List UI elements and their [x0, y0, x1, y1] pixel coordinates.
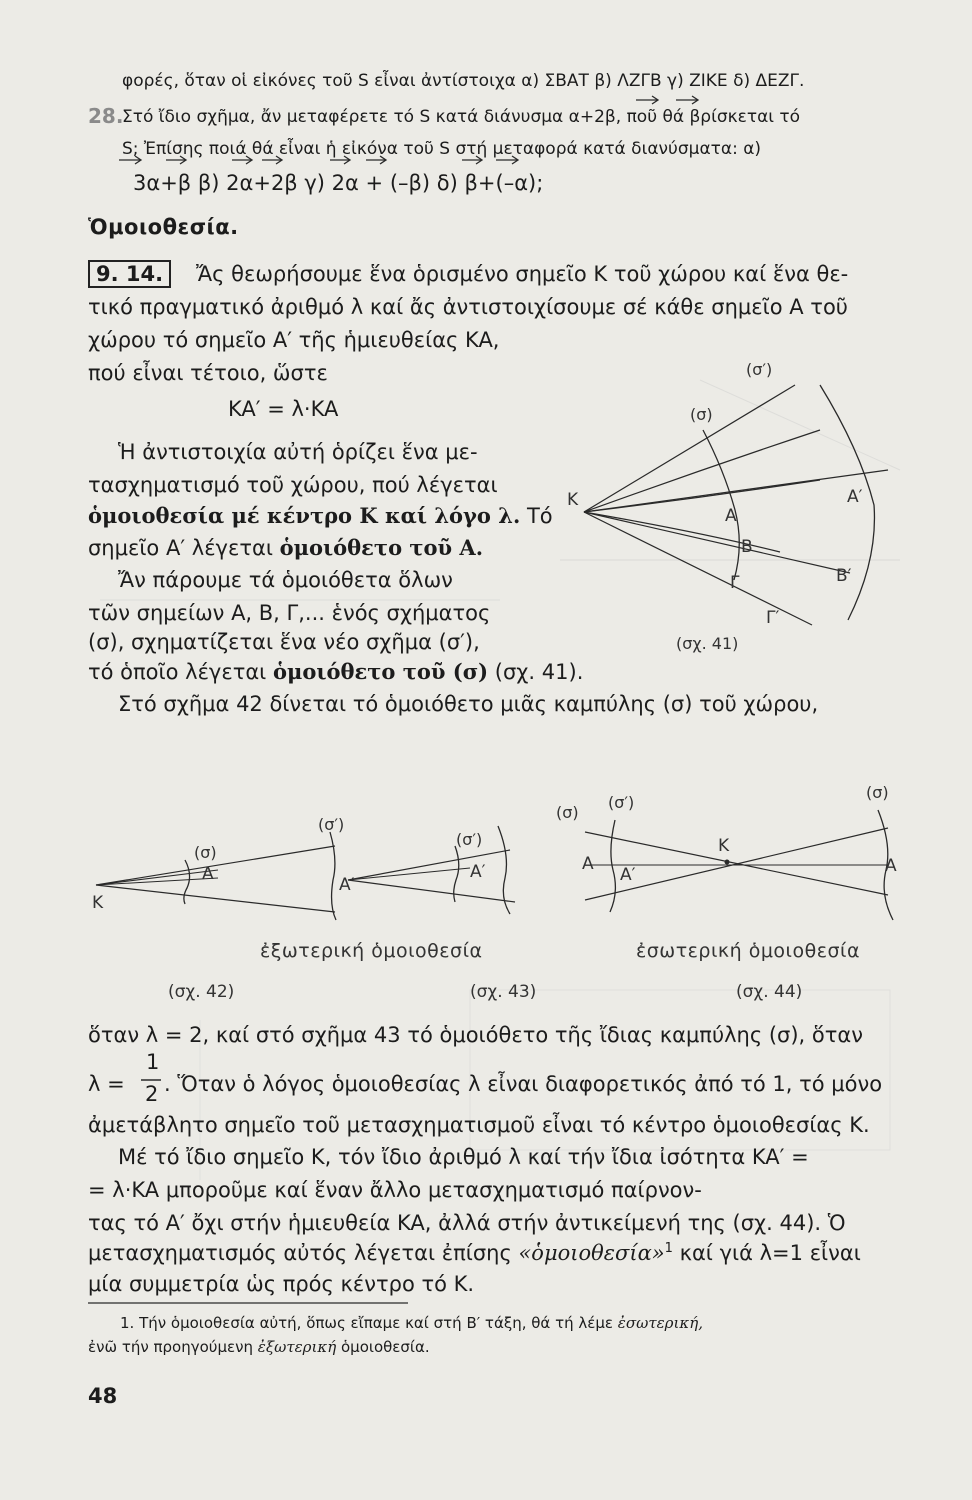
footnote-line-2-end: ὁμοιοθεσία. [336, 1338, 430, 1356]
fig44-a2: A′ [620, 865, 636, 885]
fig41-b: B [741, 537, 753, 557]
term-homothety-quoted: «ὁμοιοθεσία» [518, 1241, 665, 1265]
after-line-4: Μέ τό ἴδιο σημεῖο K, τόν ἴδιο ἀριθμό λ καί τήν ἴδια ἰσότητα KA′ = [118, 1145, 809, 1169]
footnote-line-1: 1. Τήν ὁμοιοθεσία αὐτή, ὅπως εἴπαμε καί στή B′ τάξη, θά τή λέμε [120, 1314, 618, 1332]
sec-line-11: (σ), σχηματίζεται ἕνα νέο σχῆμα (σ′), [88, 630, 480, 654]
sec-line-6: τασχηματισμό τοῦ χώρου, πού λέγεται [88, 473, 498, 497]
frac-denominator: 2 [145, 1082, 159, 1106]
term-homothetic-point: ὁμοιόθετο τοῦ A. [279, 535, 484, 560]
sec-line-12: τό ὁποῖο λέγεται [88, 660, 273, 684]
term-homothetic-figure: ὁμοιόθετο τοῦ (σ) [272, 659, 489, 684]
sec-line-5: Ἡ ἀντιστοιχία αὐτή ὁρίζει ἕνα με- [118, 440, 478, 464]
frac-lambda: λ = [88, 1072, 125, 1096]
fig44-sigma: (σ) [866, 783, 889, 802]
fig41-sigma2: (σ′) [746, 360, 773, 379]
fig44-a: A [885, 856, 897, 876]
sec-line-4: πού εἶναι τέτοιο, ὥστε [88, 361, 328, 385]
fig42-k: K [92, 893, 104, 913]
fig44-caption: (σχ. 44) [736, 982, 803, 1002]
sec-line-10: τῶν σημείων A, B, Γ,... ἑνός σχήματος [88, 601, 491, 625]
fig42-sigma2: (σ′) [318, 815, 345, 834]
fig41-b2: B′ [836, 566, 852, 586]
ex28-line-1: Στό ἴδιο σχῆμα, ἄν μεταφέρετε τό S κατά διάνυσμα α+2β, ποῦ θά βρίσκεται τό [122, 107, 801, 127]
footnote-term-internal: ἐσωτερική, [617, 1314, 703, 1332]
ex27-end: φορές, ὅταν οἱ εἰκόνες τοῦ S εἶναι ἀντίστοιχα α) ΣΒΑΤ β) ΛΖΓΒ γ) ΖΙΚΕ δ) ΔΕΖΓ. [122, 71, 805, 91]
definition-bold: ὁμοιοθεσία μέ κέντρο K καί λόγο λ. [88, 503, 521, 528]
fig43-sigma: (σ) [556, 803, 579, 822]
fig43-a: A [582, 854, 594, 874]
fig42-caption: (σχ. 42) [168, 982, 235, 1002]
after-line-5: = λ·KA μποροῦμε καί ἕναν ἄλλο μετασχηματισμό παίρνον- [88, 1178, 702, 1202]
fig43-sigma2: (σ′) [456, 830, 483, 849]
after-line-7: μετασχηματισμός αὐτός λέγεται ἐπίσης [88, 1241, 519, 1265]
fig41-k: K [567, 490, 579, 510]
sec-line-8: σημεῖο A′ λέγεται [88, 536, 280, 560]
after-line-1: ὅταν λ = 2, καί στό σχῆμα 43 τό ὁμοιόθετο τῆς ἴδιας καμπύλης (σ), ὅταν [88, 1023, 863, 1047]
after-line-3: ἀμετάβλητο σημεῖο τοῦ μετασχηματισμοῦ εἶναι τό κέντρο ὁμοιοθεσίας K. [88, 1113, 870, 1137]
fig41-a: A [725, 506, 737, 526]
sec-line-3: χώρου τό σημεῖο A′ τῆς ἡμιευθείας KA, [88, 328, 500, 352]
sec-line-1: Ἄς θεωρήσουμε ἕνα ὁρισμένο σημεῖο K τοῦ χώρου καί ἕνα θε- [196, 262, 849, 286]
footnote-line-2: ἐνῶ τήν προηγούμενη [88, 1338, 258, 1356]
sec-line-2: τικό πραγματικό ἀριθμό λ καί ἄς ἀντιστοιχίσουμε σέ κάθε σημεῖο A τοῦ [88, 295, 848, 319]
ext-homothety-label: ἐξωτερική ὁμοιοθεσία [260, 940, 483, 962]
frac-numerator: 1 [146, 1050, 160, 1074]
fig42-sigma: (σ) [194, 843, 217, 862]
fig43-caption: (σχ. 43) [470, 982, 537, 1002]
sec-line-9: Ἄν πάρουμε τά ὁμοιόθετα ὅλων [118, 568, 453, 592]
formula: KA′ = λ·KA [228, 397, 339, 421]
sec-line-7-rest: Τό [520, 504, 553, 528]
fig41-g2: Γ′ [766, 608, 780, 628]
section-heading: Ὁμοιοθεσία. [88, 215, 239, 239]
sec-line-12-end: (σχ. 41). [488, 660, 584, 684]
ex28-line-3: 3α+β β) 2α+2β γ) 2α + (–β) δ) β+(–α); [133, 171, 544, 195]
fig44-k: K [718, 836, 730, 856]
after-line-8: μία συμμετρία ὡς πρός κέντρο τό K. [88, 1272, 475, 1296]
sec-line-13: Στό σχῆμα 42 δίνεται τό ὁμοιόθετο μιᾶς καμπύλης (σ) τοῦ χώρου, [118, 692, 819, 716]
fig41-sigma: (σ) [690, 405, 713, 424]
page-number: 48 [88, 1384, 118, 1408]
ex28-line-2: S; Ἐπίσης ποιά θά εἶναι ἡ εἰκόνα τοῦ S στή μεταφορά κατά διανύσματα: α) [122, 139, 762, 159]
fig43-a2: A′ [470, 862, 486, 882]
fig41-a2: A′ [847, 487, 863, 507]
fig42-a: A [202, 864, 214, 884]
fig41-g: Γ [730, 573, 740, 593]
footnote-term-external: ἐξωτερική [257, 1338, 337, 1356]
after-line-6: τας τό A′ ὄχι στήν ἡμιευθεία KA, ἀλλά στήν ἀντικείμενή της (σχ. 44). Ὁ [88, 1211, 846, 1235]
ex28-number: 28. [88, 104, 124, 128]
section-number: 9. 14. [88, 260, 171, 288]
int-homothety-label: ἐσωτερική ὁμοιοθεσία [636, 940, 860, 962]
fig42-a2: A′ [339, 875, 355, 895]
fig41-caption: (σχ. 41) [676, 634, 739, 653]
after-line-2: . Ὅταν ὁ λόγος ὁμοιοθεσίας λ εἶναι διαφορετικός ἀπό τό 1, τό μόνο [164, 1072, 883, 1096]
after-line-7-end: καί γιά λ=1 εἶναι [672, 1241, 861, 1265]
footnote-marker: 1 [664, 1241, 673, 1256]
fig44-sigma2: (σ′) [608, 793, 635, 812]
